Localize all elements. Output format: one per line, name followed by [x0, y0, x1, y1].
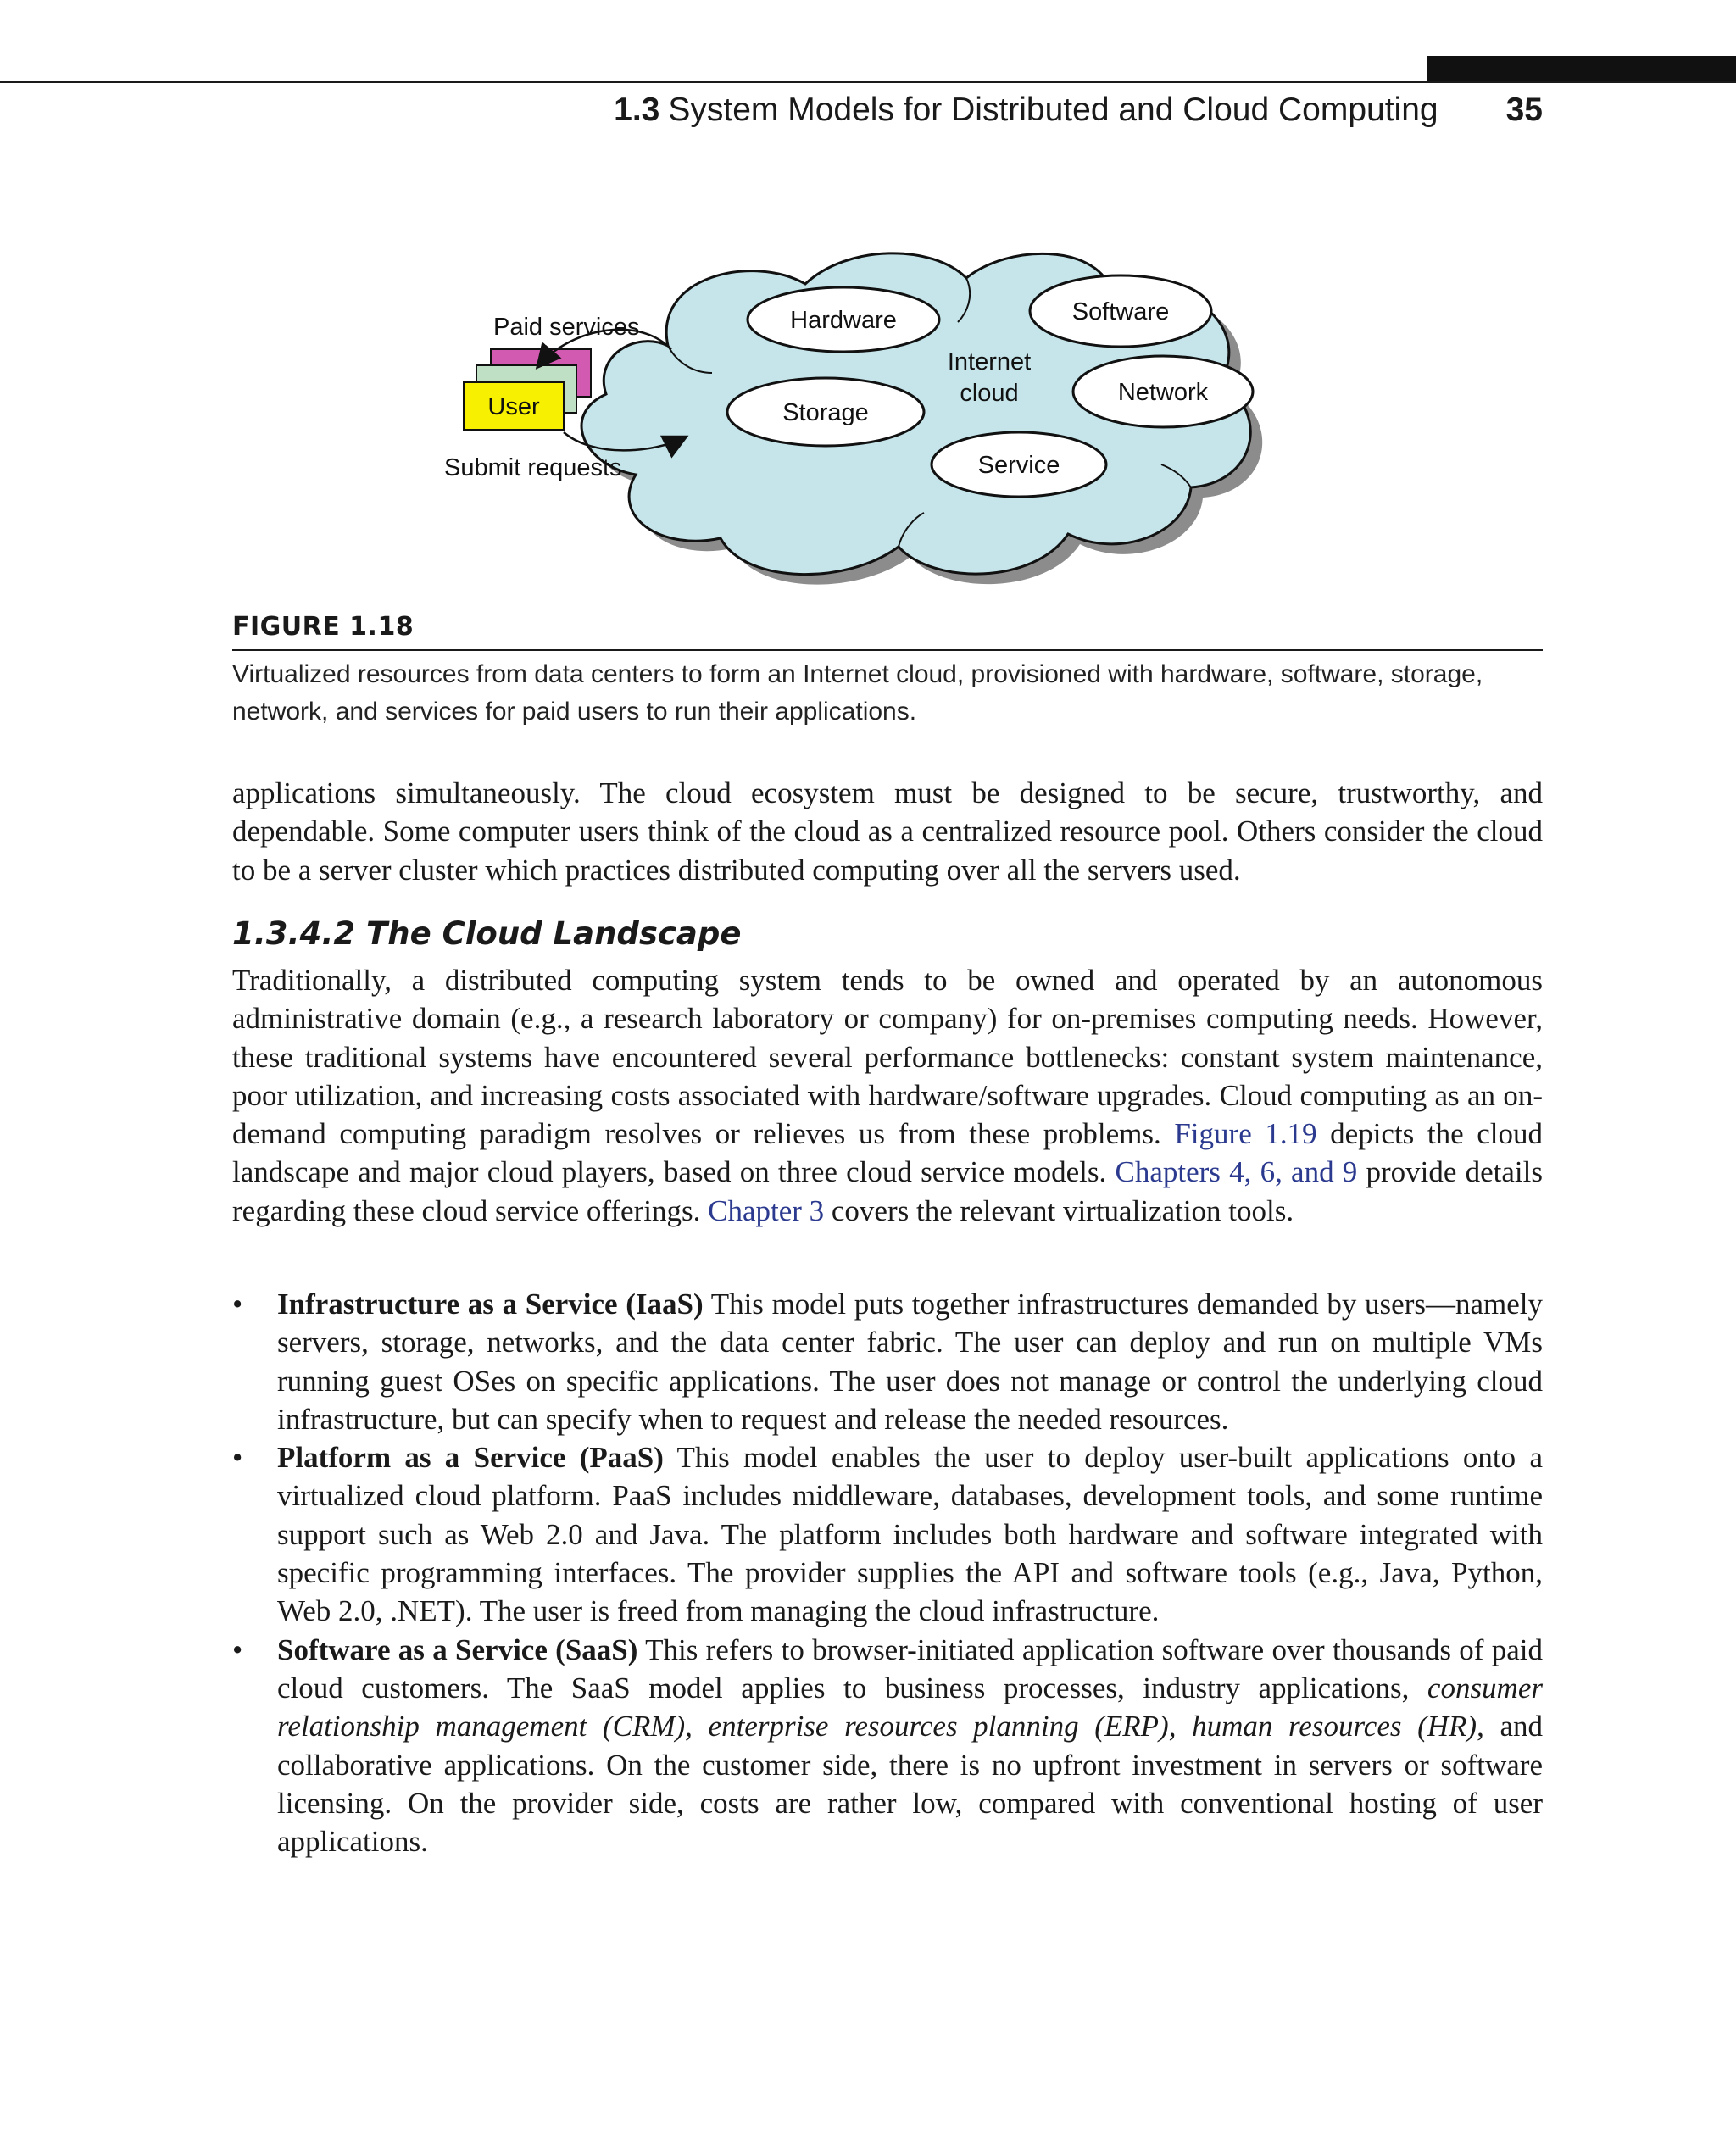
cloud-diagram [424, 246, 1356, 602]
service-model-list [232, 1285, 1543, 1860]
paragraph-text: Traditionally, a distributed computing system tends to be owned and operated by an autonomous administrative domain (e.g., a research laboratory or company) for on-premises computing needs. However, these traditional systems have encountered several performance bottlenecks: constant system maintenance, poor utilization, and increasing costs associated with hardware/software upgrades. Cloud computing as an on-demand computing paradigm resolves or relieves us from these problems. [232, 964, 1543, 1151]
storage-label: Storage [782, 399, 869, 426]
list-item-iaas [232, 1285, 1543, 1438]
service-label: Service [977, 452, 1060, 479]
bullet-icon: • [232, 1441, 243, 1475]
iaas-text: This model puts together infrastructures demanded by users—namely servers, storage, networks, and the data center fabric. The user can deploy and run on multiple VMs running guest OSes on specific applications. The user does not manage or control the underlying cloud infrastructure, but can specify when to request and release the needed resources. [277, 1287, 1543, 1436]
section-number: 1.3 [614, 92, 660, 128]
paragraph-cloud-landscape [232, 961, 1543, 1230]
paragraph-text: covers the relevant virtualization tools. [824, 1193, 1294, 1227]
software-label: Software [1071, 298, 1170, 325]
software-node [1030, 275, 1211, 347]
figure-caption: Virtualized resources from data centers to form an Internet cloud, provisioned with hardware, software, storage, network, and services for paid users to run their applications. [232, 660, 1483, 726]
internet-cloud-label-line1: Internet [947, 348, 1032, 375]
saas-text: , and collaborative applications. On the customer side, there is no upfront investment in servers or software licensing. On the provider side, costs are rather low, compared with conventional hosting of user applications. [277, 1710, 1543, 1859]
paragraph-continuation: applications simultaneously. The cloud ecosystem must be designed to be secure, trustworthy, and dependable. Some computer users think of the cloud as a centralized resource pool. Others consider the cloud to be a server cluster which practices distributed computing over all the servers used. [232, 776, 1543, 887]
iaas-title: Infrastructure as a Service (IaaS) [277, 1287, 704, 1321]
network-node [1073, 356, 1253, 427]
figure-1-19-link[interactable]: Figure 1.19 [1174, 1117, 1317, 1151]
user-label: User [487, 393, 540, 420]
running-head [232, 92, 1543, 142]
bullet-icon: • [232, 1287, 243, 1321]
saas-title: Software as a Service (SaaS) [277, 1632, 638, 1666]
header-rule [0, 81, 1736, 83]
saas-text: This refers to browser-initiated application software over thousands of paid cloud customers. The SaaS model applies to business processes, industry applications, [277, 1632, 1543, 1704]
paragraph-text: provide details regarding these cloud service offerings. [232, 1155, 1544, 1227]
figure-rule [232, 649, 1543, 651]
section-title: System Models for Distributed and Cloud Computing [668, 92, 1438, 128]
cloud-diagram-svg [424, 246, 1356, 602]
list-item-paas [232, 1438, 1543, 1630]
figure-label: FIGURE 1.18 [232, 612, 415, 642]
submit-requests-label: Submit requests [444, 454, 622, 481]
hardware-label: Hardware [790, 307, 897, 334]
header-block [1427, 56, 1736, 82]
network-label: Network [1117, 379, 1209, 406]
paas-text: This model enables the user to deploy user-built applications onto a virtualized cloud platform. PaaS includes middleware, databases, development tools, and some runtime support such as Web 2.0 and Java. The platform includes both hardware and software integrated with specific programming interfaces. The provider supplies the API and software tools (e.g., Java, Python, Web 2.0, .NET). The user is freed from managing the cloud infrastructure. [277, 1441, 1543, 1628]
saas-italic-text: consumer relationship management (CRM), enterprise resources planning (ERP), human resources (HR) [277, 1671, 1543, 1743]
paragraph-text: depicts the cloud landscape and major cloud players, based on three cloud service models. [232, 1117, 1544, 1189]
service-node [932, 432, 1106, 497]
hardware-node [748, 287, 939, 352]
paas-title: Platform as a Service (PaaS) [277, 1441, 664, 1475]
paid-services-label: Paid services [493, 314, 640, 341]
bullet-icon: • [232, 1632, 243, 1666]
storage-node [727, 378, 924, 446]
list-item-saas [232, 1631, 1543, 1861]
internet-cloud-label-line2: cloud [960, 380, 1019, 407]
chapters-link[interactable]: Chapters 4, 6, and 9 [1115, 1155, 1358, 1189]
chapter-3-link[interactable]: Chapter 3 [708, 1193, 825, 1227]
page-number: 35 [1505, 92, 1543, 128]
section-heading: 1.3.4.2 The Cloud Landscape [232, 915, 742, 952]
